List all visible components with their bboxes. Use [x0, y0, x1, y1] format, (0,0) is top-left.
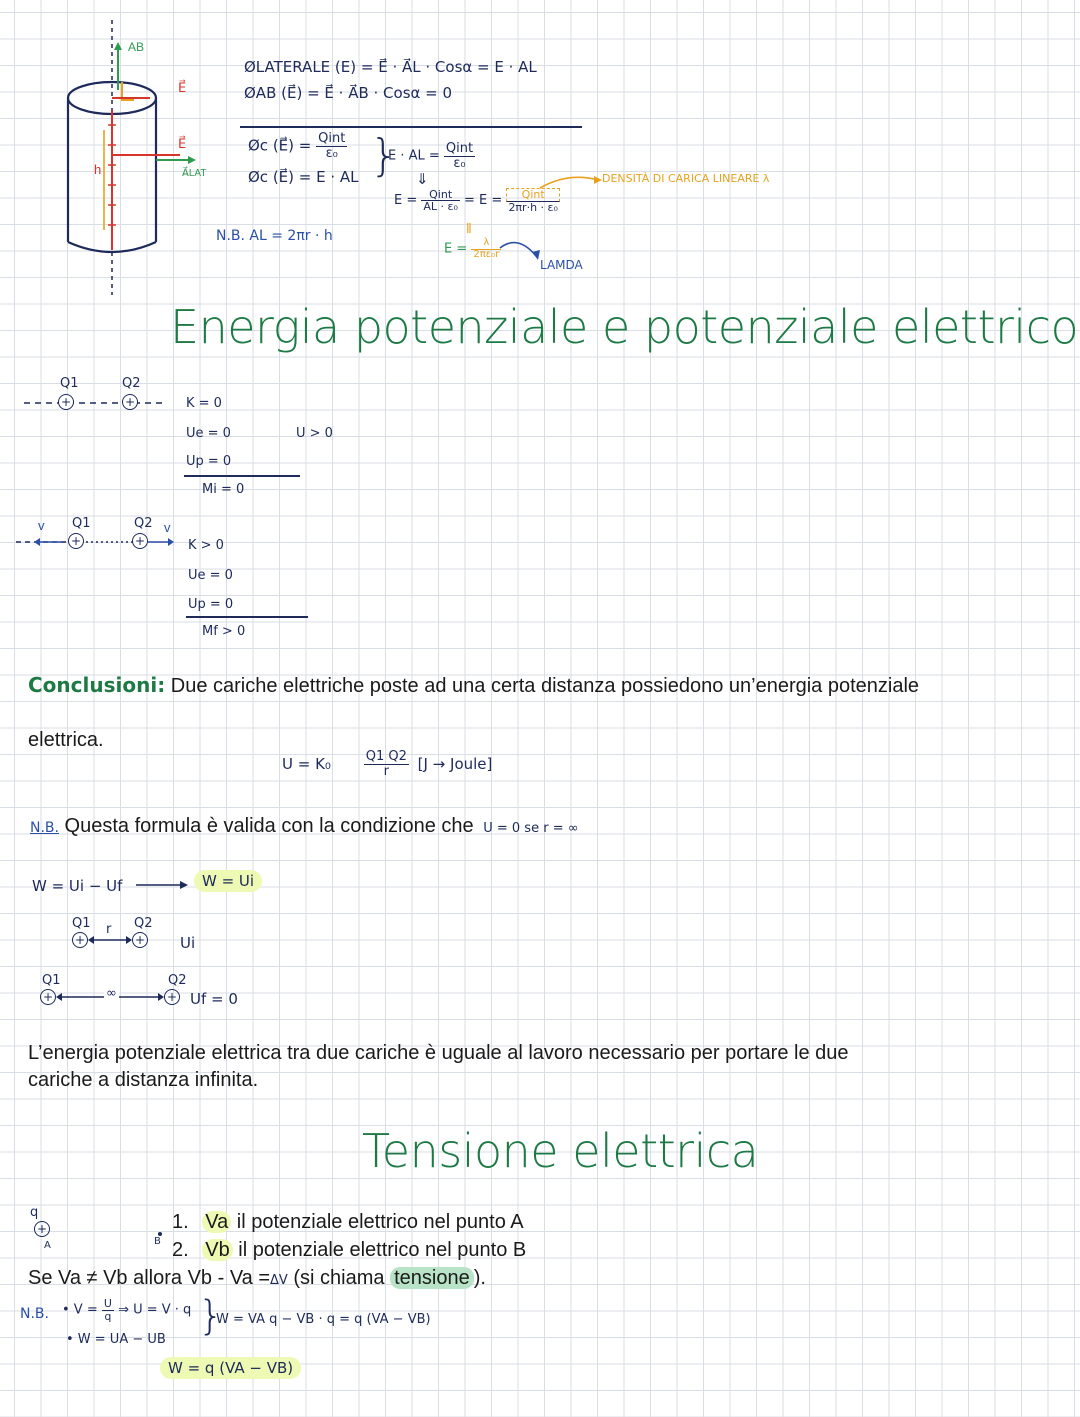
- field-final: [444, 238, 501, 260]
- title-energia: Energia potenziale e potenziale elettrico: [170, 300, 1079, 354]
- nb-tension-b2: • W = UA − UB: [66, 1332, 166, 1347]
- tension-b: B: [154, 1236, 161, 1247]
- field-num: Qint: [421, 189, 460, 202]
- brace: }: [370, 130, 398, 181]
- formula-u-unit: [J → Joule]: [417, 755, 493, 774]
- gauss-law: [248, 132, 347, 160]
- inf-symbol: ∞: [106, 986, 117, 1001]
- label-ab: AB: [128, 40, 145, 54]
- inf-charge-q2: +: [164, 989, 180, 1005]
- state1-q2: Q2: [122, 376, 141, 391]
- tension-statement: [28, 1267, 486, 1290]
- flux-lateral: ØLATERALE (E) = E⃗ · A⃗L · Cosα = E · AL: [244, 58, 537, 76]
- field-final-fraction: [471, 238, 501, 260]
- state1-mi: Mi = 0: [202, 482, 245, 497]
- cylinder-drawing: [30, 10, 220, 300]
- inf-charge-q1: +: [40, 989, 56, 1005]
- field2-den: 2πr·h · ε₀: [508, 200, 558, 214]
- state1-charge-q1: +: [58, 394, 74, 410]
- field-lhs: E =: [394, 193, 418, 209]
- field2-lhs: = E =: [464, 193, 503, 209]
- state1-q1: Q1: [60, 376, 79, 391]
- tension-item2: [172, 1239, 526, 1262]
- tension-item1: [172, 1211, 524, 1234]
- energy-line2: cariche a distanza infinita.: [28, 1069, 259, 1091]
- field-den: AL · ε₀: [423, 200, 458, 214]
- nb-validity-condition: U = 0 se r = ∞: [483, 821, 579, 836]
- b1-rhs: ⇒ U = V · q: [118, 1302, 192, 1318]
- lambda-label: LAMDA: [540, 258, 583, 272]
- flux-divider: [240, 126, 582, 128]
- formula-u-fraction: [364, 750, 409, 778]
- conclusion-label: Conclusioni:: [28, 673, 166, 697]
- item1-text: il potenziale elettrico nel punto A: [231, 1211, 524, 1233]
- density-label: DENSITÀ DI CARICA LINEARE λ: [602, 172, 770, 185]
- gauss-cylinder-diagram: [30, 10, 220, 300]
- state1-ue: Ue = 0: [186, 426, 231, 441]
- nb-validity: [30, 815, 579, 838]
- work-charge-q1: +: [72, 932, 88, 948]
- gauss-num: Qint: [318, 131, 346, 146]
- item2-num: 2.: [172, 1239, 189, 1261]
- field2-num: Qint: [506, 188, 559, 202]
- state2-up: Up = 0: [188, 597, 234, 612]
- inf-uf: Uf = 0: [190, 990, 238, 1008]
- nb-tension-combined: W = VA q − VB · q = q (VA − VB): [216, 1312, 431, 1327]
- work-arrow: [136, 878, 190, 892]
- state2-ue: Ue = 0: [188, 568, 233, 583]
- arrow-down: ⇓: [416, 170, 429, 188]
- state2-v1: v: [38, 518, 45, 533]
- work-ui: Ui: [180, 934, 196, 952]
- state1-divider: [184, 475, 300, 477]
- tension-q: q: [30, 1205, 39, 1220]
- combined-num: Qint: [445, 141, 474, 156]
- gauss-fraction: [316, 132, 347, 160]
- nb-area: N.B. AL = 2πr · h: [216, 228, 333, 244]
- state2-mf: Mf > 0: [202, 624, 246, 639]
- statement-tensione: tensione: [390, 1267, 474, 1289]
- lambda-arrow: [498, 238, 542, 262]
- tension-charge: +: [34, 1221, 50, 1237]
- work-r: r: [106, 922, 112, 937]
- state2-charge-q2: +: [132, 533, 148, 549]
- gauss-lateral: Øc (E⃗) = E · AL: [248, 168, 359, 186]
- state2-q1: Q1: [72, 516, 91, 531]
- field-final-lhs: E =: [444, 241, 468, 257]
- state2-k: K > 0: [188, 538, 224, 553]
- combined-fraction: [444, 142, 475, 170]
- item2-text: il potenziale elettrico nel punto B: [232, 1239, 527, 1261]
- label-e-side: E⃗: [178, 136, 187, 151]
- field-final-num: λ: [471, 238, 501, 250]
- work-charge-q2: +: [132, 932, 148, 948]
- label-e-top: E⃗: [178, 80, 187, 95]
- conclusion-line2: elettrica.: [28, 729, 104, 751]
- state1-charge-q2: +: [122, 394, 138, 410]
- conclusion-line1: [28, 673, 919, 698]
- gauss-lhs: Øc (E⃗) =: [248, 136, 312, 155]
- statement-b: (si chiama: [287, 1267, 391, 1289]
- statement-delta-v: ΔV: [270, 1273, 288, 1288]
- inf-q1: Q1: [42, 973, 61, 988]
- tension-a: A: [44, 1240, 51, 1251]
- state1-u-positive: U > 0: [296, 426, 333, 441]
- nb-validity-text: Questa formula è valida con la condizione che: [58, 815, 474, 837]
- work-formula: W = Ui − Uf: [32, 877, 123, 895]
- work-q2: Q2: [134, 916, 153, 931]
- item2-vb: Vb: [202, 1239, 232, 1261]
- flux-ab: ØAB (E⃗) = E⃗ · A⃗B · Cosα = 0: [244, 84, 453, 102]
- item1-num: 1.: [172, 1211, 189, 1233]
- b1-num: U: [103, 1297, 112, 1310]
- state2-q2: Q2: [134, 516, 153, 531]
- energy-line1: L’energia potenziale elettrica tra due cariche è uguale al lavoro necessario per portare le due: [28, 1042, 849, 1064]
- state1-line: [24, 396, 164, 410]
- formula-u-den: r: [383, 763, 389, 779]
- nb-tension-b1: [62, 1298, 191, 1322]
- label-h: h: [94, 162, 102, 177]
- work-result: W = Ui: [194, 870, 262, 892]
- formula-u: [282, 750, 492, 778]
- combined-den: ε₀: [453, 155, 466, 171]
- inf-q2: Q2: [168, 973, 187, 988]
- state1-up: Up = 0: [186, 454, 232, 469]
- formula-u-lhs: U = K₀: [282, 755, 331, 774]
- state2-charge-q1: +: [68, 533, 84, 549]
- gauss-den: ε₀: [325, 145, 338, 161]
- nb-tension-mark: N.B.: [20, 1306, 49, 1322]
- statement-a: Se Va ≠ Vb allora Vb - Va =: [28, 1267, 271, 1289]
- field-eq: [394, 188, 560, 213]
- b1-fraction: [102, 1298, 114, 1322]
- combined-eq: [388, 142, 475, 170]
- equals-down: ‖: [466, 220, 472, 236]
- state2-v2: v: [164, 520, 171, 535]
- b1-lhs: • V =: [62, 1302, 98, 1318]
- formula-u-num: Q1 Q2: [365, 749, 407, 764]
- conclusion-text: Due cariche elettriche poste ad una certa distanza possiedono un’energia potenziale: [165, 675, 920, 697]
- state1-k: K = 0: [186, 396, 222, 411]
- b1-den: q: [104, 1309, 112, 1323]
- item1-va: Va: [202, 1211, 231, 1233]
- label-a-lat: A⃗LAT: [182, 168, 207, 179]
- density-arrow: [538, 170, 604, 192]
- nb-validity-mark: N.B.: [30, 820, 59, 836]
- combined-lhs: E · AL =: [388, 148, 440, 164]
- field-fraction: [421, 189, 460, 213]
- statement-c: ).: [473, 1267, 486, 1289]
- field-final-den: 2πε₀r: [473, 248, 500, 260]
- title-tensione: Tensione elettrica: [362, 1124, 759, 1178]
- state2-line: [16, 534, 176, 550]
- tension-brace: }: [198, 1293, 224, 1339]
- nb-tension-final: W = q (VA − VB): [160, 1357, 301, 1379]
- work-q1: Q1: [72, 916, 91, 931]
- state2-divider: [186, 616, 308, 618]
